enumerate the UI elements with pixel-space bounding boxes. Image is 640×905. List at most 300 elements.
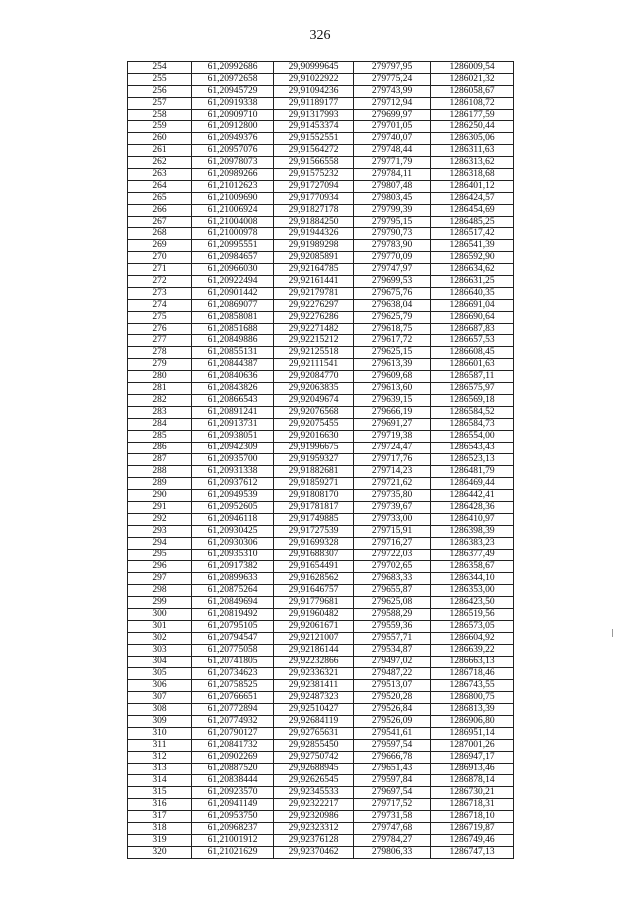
longitude-cell: 29,91575232 <box>274 169 354 181</box>
latitude-cell: 61,20901442 <box>192 287 274 299</box>
longitude-cell: 29,91749885 <box>274 513 354 525</box>
point-number-cell: 311 <box>128 739 192 751</box>
longitude-cell: 29,92164785 <box>274 264 354 276</box>
longitude-cell: 29,91566558 <box>274 157 354 169</box>
point-number-cell: 304 <box>128 656 192 668</box>
longitude-cell: 29,92855450 <box>274 739 354 751</box>
coordinates-table <box>127 61 514 859</box>
table-row <box>128 775 514 787</box>
point-number-cell: 297 <box>128 573 192 585</box>
longitude-cell: 29,92016630 <box>274 430 354 442</box>
latitude-cell: 61,20923570 <box>192 787 274 799</box>
table-row <box>128 276 514 288</box>
table-row <box>128 145 514 157</box>
y-coordinate-cell: 1286523,13 <box>431 454 514 466</box>
x-coordinate-cell: 279721,62 <box>354 478 431 490</box>
longitude-cell: 29,91654491 <box>274 561 354 573</box>
x-coordinate-cell: 279712,94 <box>354 97 431 109</box>
y-coordinate-cell: 1286250,44 <box>431 121 514 133</box>
table-row <box>128 466 514 478</box>
x-coordinate-cell: 279701,05 <box>354 121 431 133</box>
point-number-cell: 282 <box>128 394 192 406</box>
point-number-cell: 285 <box>128 430 192 442</box>
latitude-cell: 61,20741805 <box>192 656 274 668</box>
y-coordinate-cell: 1286454,69 <box>431 204 514 216</box>
x-coordinate-cell: 279775,24 <box>354 73 431 85</box>
y-coordinate-cell: 1286398,39 <box>431 525 514 537</box>
point-number-cell: 273 <box>128 287 192 299</box>
longitude-cell: 29,92320986 <box>274 811 354 823</box>
latitude-cell: 61,20957076 <box>192 145 274 157</box>
y-coordinate-cell: 1286592,90 <box>431 252 514 264</box>
table-row <box>128 811 514 823</box>
table-row <box>128 632 514 644</box>
point-number-cell: 315 <box>128 787 192 799</box>
latitude-cell: 61,20917382 <box>192 561 274 573</box>
y-coordinate-cell: 1286442,41 <box>431 490 514 502</box>
x-coordinate-cell: 279806,33 <box>354 846 431 858</box>
x-coordinate-cell: 279526,84 <box>354 704 431 716</box>
x-coordinate-cell: 279784,27 <box>354 834 431 846</box>
latitude-cell: 61,20942309 <box>192 442 274 454</box>
longitude-cell: 29,92186144 <box>274 644 354 656</box>
y-coordinate-cell: 1286541,39 <box>431 240 514 252</box>
table-row <box>128 204 514 216</box>
latitude-cell: 61,20899633 <box>192 573 274 585</box>
point-number-cell: 278 <box>128 347 192 359</box>
longitude-cell: 29,91317993 <box>274 109 354 121</box>
longitude-cell: 29,91094236 <box>274 85 354 97</box>
table-row <box>128 418 514 430</box>
longitude-cell: 29,91781817 <box>274 501 354 513</box>
point-number-cell: 290 <box>128 490 192 502</box>
x-coordinate-cell: 279714,23 <box>354 466 431 478</box>
y-coordinate-cell: 1286575,97 <box>431 383 514 395</box>
y-coordinate-cell: 1286747,13 <box>431 846 514 858</box>
x-coordinate-cell: 279702,65 <box>354 561 431 573</box>
latitude-cell: 61,20992686 <box>192 62 274 74</box>
point-number-cell: 303 <box>128 644 192 656</box>
x-coordinate-cell: 279799,39 <box>354 204 431 216</box>
x-coordinate-cell: 279613,60 <box>354 383 431 395</box>
longitude-cell: 29,92276297 <box>274 299 354 311</box>
latitude-cell: 61,21000978 <box>192 228 274 240</box>
latitude-cell: 61,21009690 <box>192 192 274 204</box>
x-coordinate-cell: 279790,73 <box>354 228 431 240</box>
x-coordinate-cell: 279743,99 <box>354 85 431 97</box>
longitude-cell: 29,92381411 <box>274 680 354 692</box>
latitude-cell: 61,20952605 <box>192 501 274 513</box>
point-number-cell: 314 <box>128 775 192 787</box>
table-row <box>128 727 514 739</box>
longitude-cell: 29,91727539 <box>274 525 354 537</box>
x-coordinate-cell: 279803,45 <box>354 192 431 204</box>
latitude-cell: 61,20855131 <box>192 347 274 359</box>
x-coordinate-cell: 279497,02 <box>354 656 431 668</box>
longitude-cell: 29,91022922 <box>274 73 354 85</box>
table-row <box>128 620 514 632</box>
margin-mark <box>612 629 613 637</box>
point-number-cell: 258 <box>128 109 192 121</box>
latitude-cell: 61,20941149 <box>192 799 274 811</box>
y-coordinate-cell: 1286718,10 <box>431 811 514 823</box>
table-row <box>128 109 514 121</box>
latitude-cell: 61,20866543 <box>192 394 274 406</box>
x-coordinate-cell: 279784,11 <box>354 169 431 181</box>
longitude-cell: 29,92684119 <box>274 715 354 727</box>
table-row <box>128 347 514 359</box>
table-row <box>128 644 514 656</box>
point-number-cell: 268 <box>128 228 192 240</box>
latitude-cell: 61,20995551 <box>192 240 274 252</box>
longitude-cell: 29,92271482 <box>274 323 354 335</box>
latitude-cell: 61,20966030 <box>192 264 274 276</box>
point-number-cell: 320 <box>128 846 192 858</box>
y-coordinate-cell: 1286423,50 <box>431 597 514 609</box>
latitude-cell: 61,20935310 <box>192 549 274 561</box>
x-coordinate-cell: 279557,71 <box>354 632 431 644</box>
table-row <box>128 62 514 74</box>
latitude-cell: 61,20794547 <box>192 632 274 644</box>
latitude-cell: 61,20938051 <box>192 430 274 442</box>
table-row <box>128 323 514 335</box>
y-coordinate-cell: 1286383,23 <box>431 537 514 549</box>
table-row <box>128 240 514 252</box>
table-row <box>128 133 514 145</box>
point-number-cell: 298 <box>128 585 192 597</box>
point-number-cell: 289 <box>128 478 192 490</box>
x-coordinate-cell: 279797,95 <box>354 62 431 74</box>
latitude-cell: 61,21012623 <box>192 180 274 192</box>
point-number-cell: 292 <box>128 513 192 525</box>
x-coordinate-cell: 279513,07 <box>354 680 431 692</box>
y-coordinate-cell: 1286377,49 <box>431 549 514 561</box>
longitude-cell: 29,91552551 <box>274 133 354 145</box>
table-row <box>128 287 514 299</box>
y-coordinate-cell: 1286657,53 <box>431 335 514 347</box>
page-number: 326 <box>309 28 331 43</box>
y-coordinate-cell: 1286663,13 <box>431 656 514 668</box>
latitude-cell: 61,20869077 <box>192 299 274 311</box>
y-coordinate-cell: 1286311,63 <box>431 145 514 157</box>
x-coordinate-cell: 279526,09 <box>354 715 431 727</box>
point-number-cell: 272 <box>128 276 192 288</box>
latitude-cell: 61,20858081 <box>192 311 274 323</box>
point-number-cell: 318 <box>128 823 192 835</box>
x-coordinate-cell: 279740,07 <box>354 133 431 145</box>
latitude-cell: 61,20734623 <box>192 668 274 680</box>
point-number-cell: 312 <box>128 751 192 763</box>
y-coordinate-cell: 1286554,00 <box>431 430 514 442</box>
point-number-cell: 287 <box>128 454 192 466</box>
y-coordinate-cell: 1286813,39 <box>431 704 514 716</box>
table-row <box>128 442 514 454</box>
table-row <box>128 383 514 395</box>
longitude-cell: 29,91770934 <box>274 192 354 204</box>
table-row <box>128 501 514 513</box>
table-row <box>128 715 514 727</box>
coordinates-table-body <box>128 62 514 859</box>
longitude-cell: 29,92084770 <box>274 371 354 383</box>
y-coordinate-cell: 1286428,36 <box>431 501 514 513</box>
point-number-cell: 281 <box>128 383 192 395</box>
latitude-cell: 61,20843826 <box>192 383 274 395</box>
longitude-cell: 29,92376128 <box>274 834 354 846</box>
latitude-cell: 61,21006924 <box>192 204 274 216</box>
point-number-cell: 293 <box>128 525 192 537</box>
x-coordinate-cell: 279735,80 <box>354 490 431 502</box>
x-coordinate-cell: 279719,38 <box>354 430 431 442</box>
latitude-cell: 61,20949539 <box>192 490 274 502</box>
table-row <box>128 394 514 406</box>
longitude-cell: 29,92510427 <box>274 704 354 716</box>
point-number-cell: 260 <box>128 133 192 145</box>
y-coordinate-cell: 1286481,79 <box>431 466 514 478</box>
table-row <box>128 525 514 537</box>
x-coordinate-cell: 279691,27 <box>354 418 431 430</box>
point-number-cell: 284 <box>128 418 192 430</box>
latitude-cell: 61,20819492 <box>192 608 274 620</box>
table-row <box>128 169 514 181</box>
table-row <box>128 680 514 692</box>
table-row <box>128 513 514 525</box>
longitude-cell: 29,91646757 <box>274 585 354 597</box>
latitude-cell: 61,20968237 <box>192 823 274 835</box>
x-coordinate-cell: 279717,52 <box>354 799 431 811</box>
point-number-cell: 317 <box>128 811 192 823</box>
table-row <box>128 478 514 490</box>
x-coordinate-cell: 279724,47 <box>354 442 431 454</box>
point-number-cell: 261 <box>128 145 192 157</box>
latitude-cell: 61,20972658 <box>192 73 274 85</box>
point-number-cell: 255 <box>128 73 192 85</box>
x-coordinate-cell: 279770,09 <box>354 252 431 264</box>
latitude-cell: 61,20930306 <box>192 537 274 549</box>
y-coordinate-cell: 1286058,67 <box>431 85 514 97</box>
x-coordinate-cell: 279807,48 <box>354 180 431 192</box>
y-coordinate-cell: 1286639,22 <box>431 644 514 656</box>
table-row <box>128 787 514 799</box>
y-coordinate-cell: 1286584,73 <box>431 418 514 430</box>
point-number-cell: 295 <box>128 549 192 561</box>
table-row <box>128 430 514 442</box>
point-number-cell: 307 <box>128 692 192 704</box>
x-coordinate-cell: 279617,72 <box>354 335 431 347</box>
table-row <box>128 157 514 169</box>
y-coordinate-cell: 1286410,97 <box>431 513 514 525</box>
latitude-cell: 61,20902269 <box>192 751 274 763</box>
table-row <box>128 739 514 751</box>
table-row <box>128 692 514 704</box>
x-coordinate-cell: 279625,79 <box>354 311 431 323</box>
y-coordinate-cell: 1286947,17 <box>431 751 514 763</box>
point-number-cell: 276 <box>128 323 192 335</box>
y-coordinate-cell: 1286640,35 <box>431 287 514 299</box>
point-number-cell: 280 <box>128 371 192 383</box>
longitude-cell: 29,91189177 <box>274 97 354 109</box>
table-row <box>128 597 514 609</box>
point-number-cell: 301 <box>128 620 192 632</box>
table-row <box>128 751 514 763</box>
x-coordinate-cell: 279639,15 <box>354 394 431 406</box>
latitude-cell: 61,20841732 <box>192 739 274 751</box>
x-coordinate-cell: 279625,08 <box>354 597 431 609</box>
y-coordinate-cell: 1286021,32 <box>431 73 514 85</box>
table-row <box>128 656 514 668</box>
x-coordinate-cell: 279588,29 <box>354 608 431 620</box>
table-row <box>128 823 514 835</box>
latitude-cell: 61,20775058 <box>192 644 274 656</box>
table-row <box>128 97 514 109</box>
longitude-cell: 29,91628562 <box>274 573 354 585</box>
latitude-cell: 61,20891241 <box>192 406 274 418</box>
y-coordinate-cell: 1287001,26 <box>431 739 514 751</box>
y-coordinate-cell: 1286009,54 <box>431 62 514 74</box>
x-coordinate-cell: 279747,97 <box>354 264 431 276</box>
latitude-cell: 61,20946118 <box>192 513 274 525</box>
latitude-cell: 61,20945729 <box>192 85 274 97</box>
longitude-cell: 29,91564272 <box>274 145 354 157</box>
latitude-cell: 61,20919338 <box>192 97 274 109</box>
longitude-cell: 29,92085891 <box>274 252 354 264</box>
x-coordinate-cell: 279747,68 <box>354 823 431 835</box>
x-coordinate-cell: 279748,44 <box>354 145 431 157</box>
longitude-cell: 29,91699328 <box>274 537 354 549</box>
latitude-cell: 61,20887520 <box>192 763 274 775</box>
longitude-cell: 29,92370462 <box>274 846 354 858</box>
y-coordinate-cell: 1286313,62 <box>431 157 514 169</box>
table-row <box>128 371 514 383</box>
table-row <box>128 252 514 264</box>
x-coordinate-cell: 279541,61 <box>354 727 431 739</box>
point-number-cell: 262 <box>128 157 192 169</box>
y-coordinate-cell: 1286718,31 <box>431 799 514 811</box>
longitude-cell: 29,92232866 <box>274 656 354 668</box>
x-coordinate-cell: 279638,04 <box>354 299 431 311</box>
longitude-cell: 29,92061671 <box>274 620 354 632</box>
x-coordinate-cell: 279520,28 <box>354 692 431 704</box>
longitude-cell: 29,92111541 <box>274 359 354 371</box>
point-number-cell: 265 <box>128 192 192 204</box>
table-row <box>128 192 514 204</box>
y-coordinate-cell: 1286358,67 <box>431 561 514 573</box>
x-coordinate-cell: 279613,39 <box>354 359 431 371</box>
y-coordinate-cell: 1286913,46 <box>431 763 514 775</box>
longitude-cell: 29,92215212 <box>274 335 354 347</box>
latitude-cell: 61,20949376 <box>192 133 274 145</box>
table-row <box>128 335 514 347</box>
point-number-cell: 310 <box>128 727 192 739</box>
longitude-cell: 29,92345533 <box>274 787 354 799</box>
x-coordinate-cell: 279597,54 <box>354 739 431 751</box>
x-coordinate-cell: 279666,19 <box>354 406 431 418</box>
longitude-cell: 29,91996675 <box>274 442 354 454</box>
point-number-cell: 305 <box>128 668 192 680</box>
point-number-cell: 279 <box>128 359 192 371</box>
y-coordinate-cell: 1286569,18 <box>431 394 514 406</box>
point-number-cell: 275 <box>128 311 192 323</box>
y-coordinate-cell: 1286485,25 <box>431 216 514 228</box>
longitude-cell: 29,91989298 <box>274 240 354 252</box>
point-number-cell: 308 <box>128 704 192 716</box>
latitude-cell: 61,20937612 <box>192 478 274 490</box>
latitude-cell: 61,20774932 <box>192 715 274 727</box>
y-coordinate-cell: 1286631,25 <box>431 276 514 288</box>
latitude-cell: 61,20849886 <box>192 335 274 347</box>
latitude-cell: 61,21001912 <box>192 834 274 846</box>
y-coordinate-cell: 1286469,44 <box>431 478 514 490</box>
point-number-cell: 309 <box>128 715 192 727</box>
longitude-cell: 29,91960482 <box>274 608 354 620</box>
x-coordinate-cell: 279783,90 <box>354 240 431 252</box>
y-coordinate-cell: 1286318,68 <box>431 169 514 181</box>
table-row <box>128 311 514 323</box>
x-coordinate-cell: 279618,75 <box>354 323 431 335</box>
x-coordinate-cell: 279487,22 <box>354 668 431 680</box>
point-number-cell: 319 <box>128 834 192 846</box>
latitude-cell: 61,20935700 <box>192 454 274 466</box>
table-row <box>128 454 514 466</box>
latitude-cell: 61,20912800 <box>192 121 274 133</box>
point-number-cell: 257 <box>128 97 192 109</box>
y-coordinate-cell: 1286344,10 <box>431 573 514 585</box>
point-number-cell: 302 <box>128 632 192 644</box>
y-coordinate-cell: 1286353,00 <box>431 585 514 597</box>
x-coordinate-cell: 279697,54 <box>354 787 431 799</box>
y-coordinate-cell: 1286730,21 <box>431 787 514 799</box>
latitude-cell: 61,21004008 <box>192 216 274 228</box>
point-number-cell: 299 <box>128 597 192 609</box>
point-number-cell: 316 <box>128 799 192 811</box>
longitude-cell: 29,91944326 <box>274 228 354 240</box>
longitude-cell: 29,91453374 <box>274 121 354 133</box>
longitude-cell: 29,91882681 <box>274 466 354 478</box>
longitude-cell: 29,92322217 <box>274 799 354 811</box>
latitude-cell: 61,20790127 <box>192 727 274 739</box>
table-row <box>128 490 514 502</box>
latitude-cell: 61,20849694 <box>192 597 274 609</box>
longitude-cell: 29,91688307 <box>274 549 354 561</box>
x-coordinate-cell: 279666,78 <box>354 751 431 763</box>
latitude-cell: 61,20875264 <box>192 585 274 597</box>
latitude-cell: 61,20851688 <box>192 323 274 335</box>
latitude-cell: 61,20840636 <box>192 371 274 383</box>
longitude-cell: 29,91779681 <box>274 597 354 609</box>
point-number-cell: 254 <box>128 62 192 74</box>
x-coordinate-cell: 279739,67 <box>354 501 431 513</box>
point-number-cell: 296 <box>128 561 192 573</box>
y-coordinate-cell: 1286584,52 <box>431 406 514 418</box>
table-row <box>128 228 514 240</box>
table-row <box>128 359 514 371</box>
latitude-cell: 61,20913731 <box>192 418 274 430</box>
y-coordinate-cell: 1286604,92 <box>431 632 514 644</box>
longitude-cell: 29,91808170 <box>274 490 354 502</box>
x-coordinate-cell: 279683,33 <box>354 573 431 585</box>
y-coordinate-cell: 1286108,72 <box>431 97 514 109</box>
longitude-cell: 29,92161441 <box>274 276 354 288</box>
y-coordinate-cell: 1286305,06 <box>431 133 514 145</box>
table-row <box>128 299 514 311</box>
latitude-cell: 61,20758525 <box>192 680 274 692</box>
point-number-cell: 283 <box>128 406 192 418</box>
x-coordinate-cell: 279699,53 <box>354 276 431 288</box>
latitude-cell: 61,21021629 <box>192 846 274 858</box>
latitude-cell: 61,20930425 <box>192 525 274 537</box>
point-number-cell: 269 <box>128 240 192 252</box>
y-coordinate-cell: 1286634,62 <box>431 264 514 276</box>
y-coordinate-cell: 1286573,05 <box>431 620 514 632</box>
